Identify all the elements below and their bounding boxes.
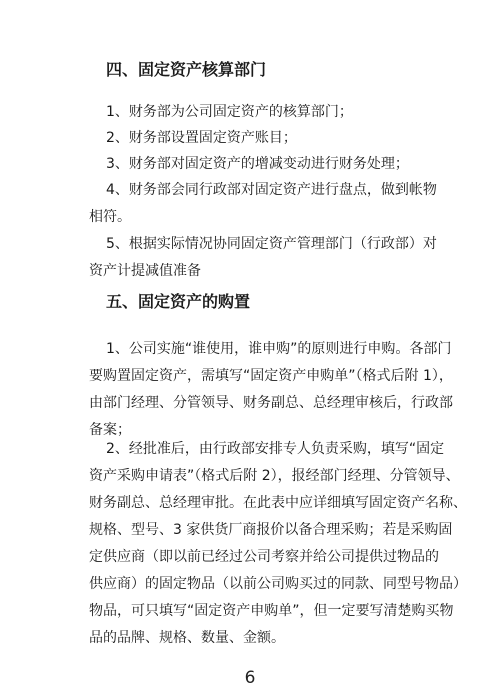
text-line: 3、财务部对固定资产的增减变动进行财务处理；	[106, 156, 409, 172]
section4-item-2	[106, 125, 436, 152]
text-line: 备案；	[89, 422, 131, 438]
text-line: 资产采购申请表”（格式后附 2），报经部门经理、分管领导、	[89, 468, 460, 484]
section4-item-4	[89, 177, 437, 231]
text-line: 物品，可只填写“固定资产申购单”，但一定要写清楚购买物	[89, 603, 454, 619]
text-line: 5、根据实际情况协同固定资产管理部门（行政部）对	[106, 236, 437, 252]
text-line: 供应商）的固定物品（以前公司购买过的同款、同型号物品）	[89, 576, 467, 592]
text-line: 2、经批准后，由行政部安排专人负责采购，填写“固定	[106, 441, 445, 457]
text-line: 规格、型号、3 家供货厂商报价以备合理采购；若是采购固	[89, 522, 453, 538]
text-line: 1、公司实施“谁使用，谁申购”的原则进行申购。各部门	[106, 341, 452, 357]
text-line: 1、财务部为公司固定资产的核算部门；	[106, 104, 353, 120]
text-line: 要购置固定资产，需填写“固定资产申购单”（格式后附 1），	[89, 368, 453, 384]
section4-item-5	[89, 231, 437, 285]
section-heading-4: 四、固定资产核算部门	[106, 60, 267, 79]
text-line: 定供应商（即以前已经过公司考察并给公司提供过物品的	[89, 549, 439, 565]
text-line: 相符。	[89, 209, 131, 225]
section4-item-3	[106, 151, 436, 178]
page-number: 6	[244, 668, 256, 688]
section5-paragraph-2	[89, 436, 467, 652]
text-line: 由部门经理、分管领导、财务副总、总经理审核后，行政部	[89, 395, 453, 411]
text-line: 财务副总、总经理审批。在此表中应详细填写固定资产名称、	[89, 495, 467, 511]
text-line: 品的品牌、规格、数量、金额。	[89, 630, 285, 646]
section5-paragraph-1	[89, 336, 453, 444]
section-heading-5: 五、固定资产的购置	[106, 292, 251, 311]
text-line: 资产计提减值准备	[89, 263, 201, 279]
text-line: 2、财务部设置固定资产账目；	[106, 130, 297, 146]
text-line: 4、财务部会同行政部对固定资产进行盘点，做到帐物	[106, 182, 437, 198]
section4-item-1	[106, 99, 436, 126]
